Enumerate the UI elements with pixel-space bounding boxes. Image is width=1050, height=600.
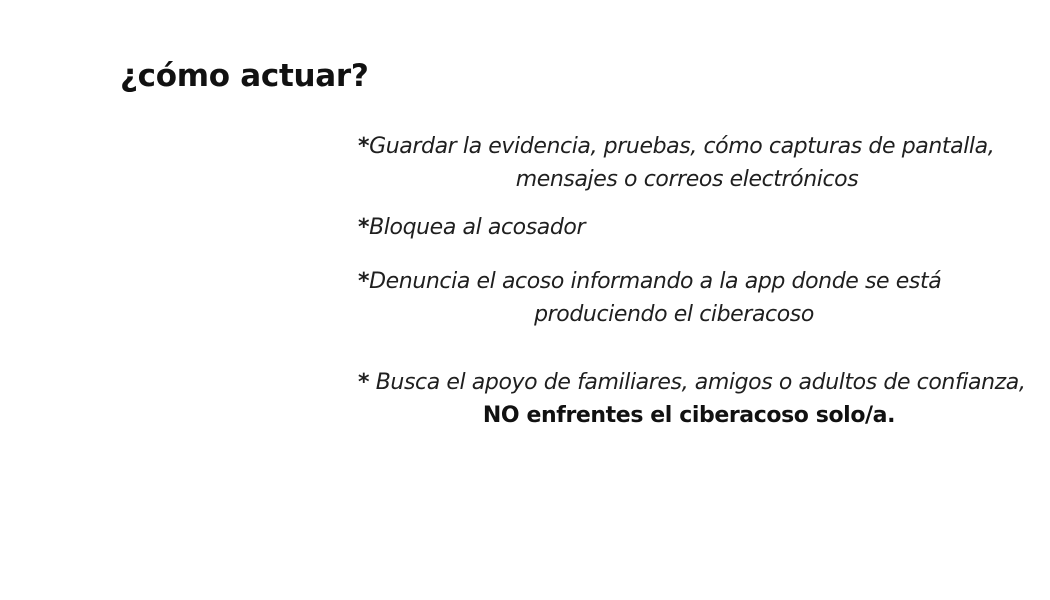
bullet-star: * [358, 215, 370, 240]
advice-item-block-harasser [358, 211, 1050, 244]
advice-text: Guardar la evidencia, pruebas, cómo capturas de pantalla, [369, 134, 995, 159]
advice-item-seek-support [358, 366, 1050, 432]
advice-list [358, 130, 1050, 432]
advice-emphasis: NO enfrentes el ciberacoso solo/a. [482, 403, 896, 428]
bullet-star: * [358, 269, 370, 294]
advice-item-report-harassment [358, 265, 1050, 331]
slide-title: ¿cómo actuar? [120, 58, 369, 94]
advice-text: Denuncia el acoso informando a la app donde se está [369, 269, 942, 294]
bullet-star: * [358, 134, 370, 159]
advice-text-continued: mensajes o correos electrónicos [515, 167, 859, 192]
advice-text: Busca el apoyo de familiares, amigos o adultos de confianza, [369, 370, 1026, 395]
advice-text: Bloquea al acosador [369, 215, 586, 240]
bullet-star: * [358, 370, 370, 395]
advice-text-continued: produciendo el ciberacoso [534, 302, 814, 327]
advice-item-save-evidence [358, 130, 1050, 196]
